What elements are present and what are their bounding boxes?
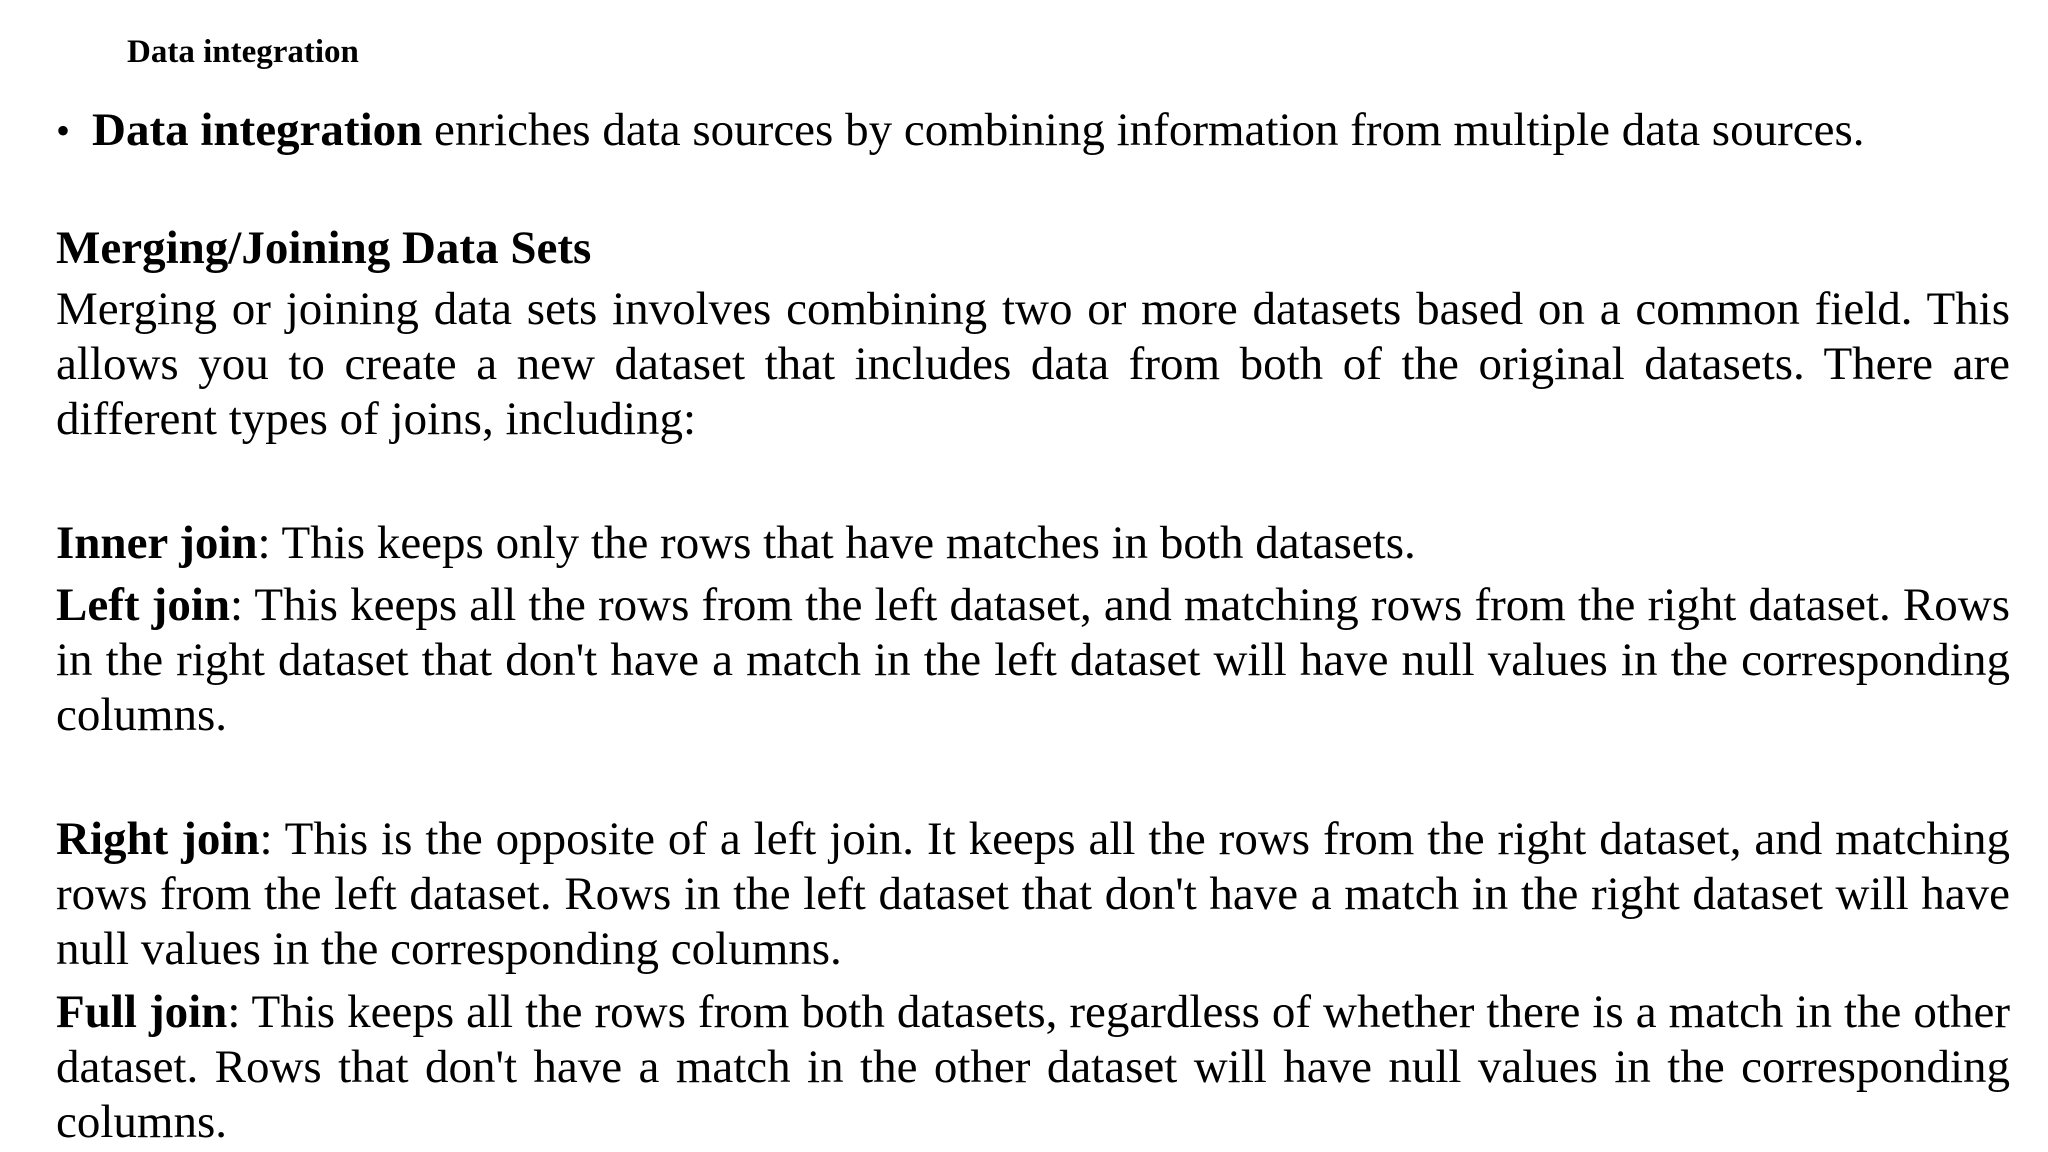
section-paragraph: Merging or joining data sets involves combining two or more datasets based on a common field. This allows you to create a new dataset that includes data from both of the original datasets. There are different types of joins, including: <box>56 283 2010 445</box>
intro-bullet-term: Data integration <box>92 104 423 156</box>
full-join-paragraph <box>56 985 2010 1150</box>
inner-join-paragraph <box>56 516 2010 571</box>
full-join-text: : This keeps all the rows from both datasets, regardless of whether there is a match in the other dataset. Rows that don't have a match in the other dataset will have null values in the corresponding columns. <box>56 986 2010 1148</box>
section-title: Merging/Joining Data Sets <box>56 222 592 274</box>
bullet-icon: • <box>56 108 71 153</box>
intro-bullet <box>56 103 2010 158</box>
left-join-paragraph <box>56 578 2010 743</box>
inner-join-term: Inner join <box>56 517 258 569</box>
page-header: Data integration <box>127 34 359 70</box>
intro-bullet-body: enriches data sources by combining information from multiple data sources. <box>422 104 1865 156</box>
inner-join-text: : This keeps only the rows that have matches in both datasets. <box>257 517 1416 569</box>
right-join-text: : This is the opposite of a left join. It keeps all the rows from the right dataset, and matching rows from the left dataset. Rows in the left dataset that don't have a match in the right dataset will have null values in the corresponding columns. <box>56 813 2011 975</box>
right-join-paragraph <box>56 812 2010 977</box>
intro-bullet-text <box>92 103 2010 158</box>
right-join-term: Right join <box>56 813 260 865</box>
left-join-text: : This keeps all the rows from the left dataset, and matching rows from the right dataset. Rows in the right dataset that don't have a match in the left dataset will have null values in the corresponding columns. <box>56 579 2010 741</box>
left-join-term: Left join <box>56 579 231 631</box>
full-join-term: Full join <box>56 986 228 1038</box>
